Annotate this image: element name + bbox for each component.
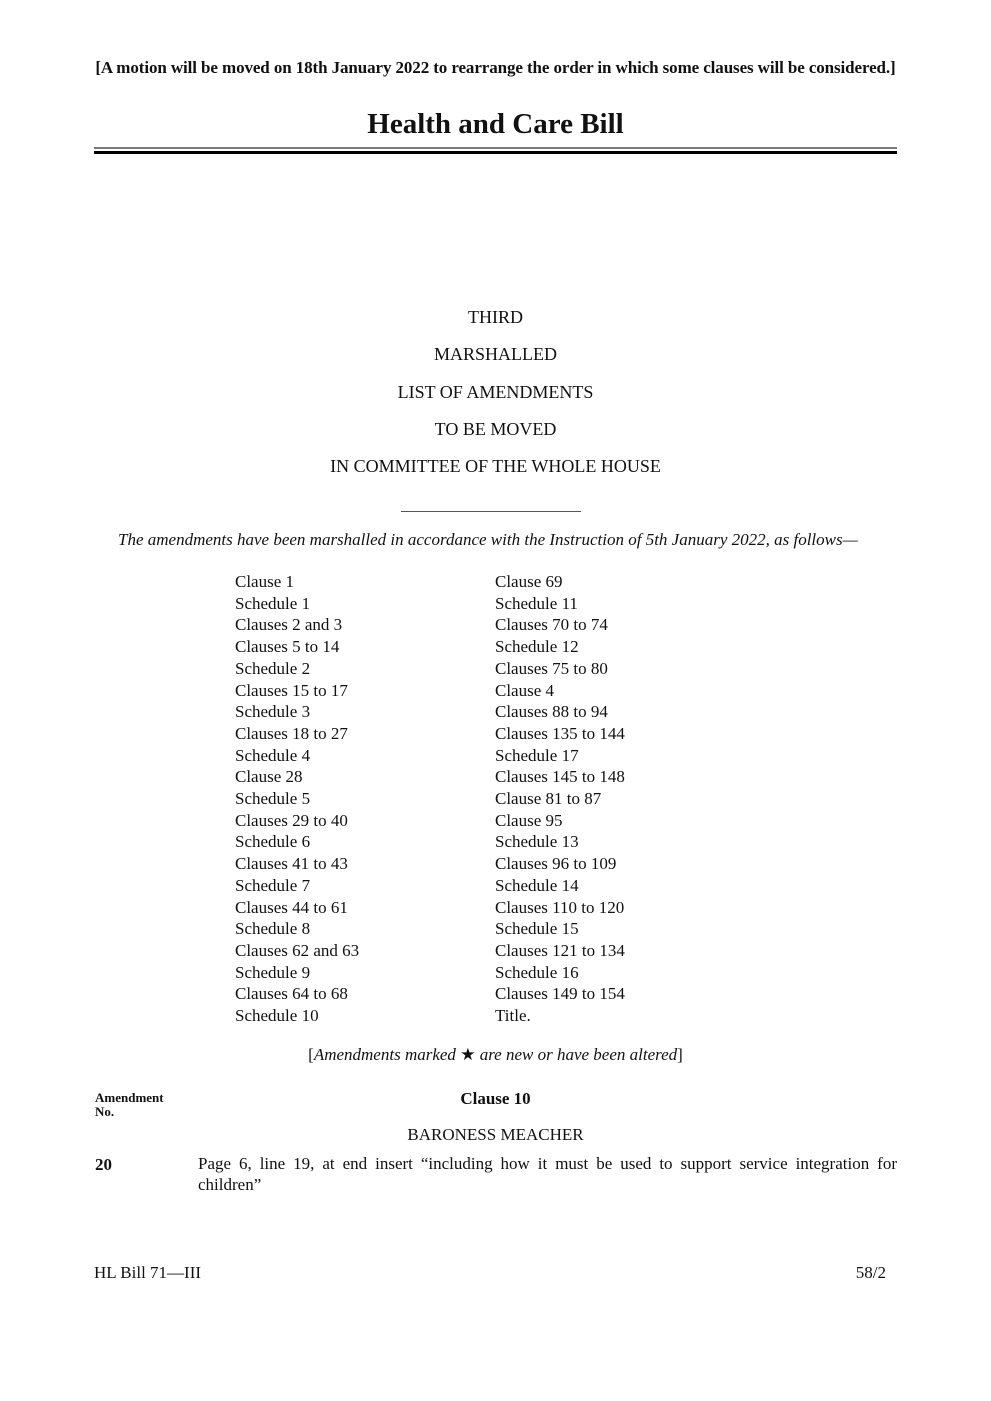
- order-item: Schedule 11: [495, 593, 578, 613]
- order-item: Schedule 3: [235, 702, 311, 722]
- order-item: Schedule 2: [235, 658, 311, 678]
- title-rule-thick: [94, 151, 897, 154]
- new-amendments-note: [0, 1045, 991, 1065]
- page-reference: 58/2: [855, 1263, 886, 1282]
- order-item: Schedule 14: [495, 875, 579, 895]
- order-item: Clauses 5 to 14: [235, 637, 340, 657]
- order-item: Clauses 64 to 68: [235, 984, 348, 1004]
- order-item: Clauses 41 to 43: [235, 854, 348, 874]
- order-item: Schedule 7: [235, 875, 311, 895]
- heading-line: LIST OF AMENDMENTS: [397, 381, 594, 402]
- order-item: Clauses 135 to 144: [495, 723, 625, 743]
- bill-reference: HL Bill 71—III: [94, 1263, 202, 1282]
- order-item: Schedule 5: [235, 789, 311, 809]
- order-item: Clauses 70 to 74: [495, 615, 608, 635]
- order-item: Schedule 10: [235, 1006, 319, 1026]
- bracket-open: [: [308, 1045, 314, 1064]
- order-item: Schedule 17: [495, 745, 579, 765]
- order-item: Clauses 88 to 94: [495, 702, 608, 722]
- marshalling-intro: The amendments have been marshalled in accordance with the Instruction of 5th January 2022, as follows—: [118, 530, 858, 549]
- order-item: Schedule 13: [495, 832, 579, 852]
- order-item: Clauses 110 to 120: [495, 897, 625, 917]
- order-item: Clauses 29 to 40: [235, 810, 348, 830]
- bill-title: Health and Care Bill: [367, 108, 624, 140]
- order-item: Schedule 12: [495, 637, 579, 657]
- order-item: Schedule 16: [495, 962, 579, 982]
- order-item: Clause 1: [235, 572, 295, 591]
- order-item: Schedule 1: [235, 593, 311, 613]
- motion-notice: [A motion will be moved on 18th January 2022 to rearrange the order in which some clauses will be considered.]: [95, 58, 896, 77]
- order-item: Clauses 121 to 134: [495, 940, 625, 960]
- order-list-column-1: [235, 571, 359, 1027]
- order-item: Title.: [495, 1006, 531, 1026]
- order-list-column-2: [495, 571, 625, 1027]
- marshalled-list-heading: [0, 305, 991, 491]
- order-item: Clause 4: [495, 680, 555, 700]
- note-text-after: are new or have been altered: [475, 1045, 678, 1064]
- order-item: Schedule 4: [235, 745, 311, 765]
- star-icon: ★: [460, 1045, 476, 1064]
- heading-line: IN COMMITTEE OF THE WHOLE HOUSE: [330, 456, 661, 477]
- order-item: Schedule 8: [235, 919, 311, 939]
- note-text-before: Amendments marked: [313, 1045, 461, 1064]
- amendment-label-line2: No.: [95, 1104, 115, 1119]
- order-item: Clauses 15 to 17: [235, 680, 348, 700]
- order-item: Clause 28: [235, 767, 303, 787]
- title-rule-thin: [94, 147, 897, 149]
- order-item: Clause 95: [495, 810, 563, 830]
- order-item: Clauses 44 to 61: [235, 897, 348, 917]
- member-name: BARONESS MEACHER: [407, 1125, 584, 1144]
- order-item: Schedule 6: [235, 832, 311, 852]
- order-item: Schedule 15: [495, 919, 579, 939]
- order-item: Clauses 96 to 109: [495, 854, 617, 874]
- heading-line: MARSHALLED: [433, 344, 557, 365]
- order-item: Clauses 75 to 80: [495, 658, 608, 678]
- order-item: Clauses 2 and 3: [235, 615, 343, 635]
- order-item: Clauses 62 and 63: [235, 940, 360, 960]
- clause-heading: Clause 10: [460, 1089, 531, 1108]
- order-item: Clauses 145 to 148: [495, 767, 625, 787]
- heading-line: THIRD: [468, 307, 523, 327]
- order-item: Clauses 149 to 154: [495, 984, 625, 1004]
- order-item: Clause 81 to 87: [495, 789, 602, 809]
- order-item: Clause 69: [495, 572, 563, 591]
- section-divider: [401, 511, 581, 512]
- order-item: Schedule 9: [235, 962, 311, 982]
- amendment-number: 20: [95, 1155, 112, 1174]
- amendment-text: Page 6, line 19, at end insert “including how it must be used to support service integration for children”: [198, 1154, 897, 1194]
- amendment-label-line1: Amendment: [95, 1090, 164, 1105]
- bracket-close: ]: [677, 1045, 683, 1064]
- order-item: Clauses 18 to 27: [235, 723, 348, 743]
- heading-line: TO BE MOVED: [434, 418, 557, 439]
